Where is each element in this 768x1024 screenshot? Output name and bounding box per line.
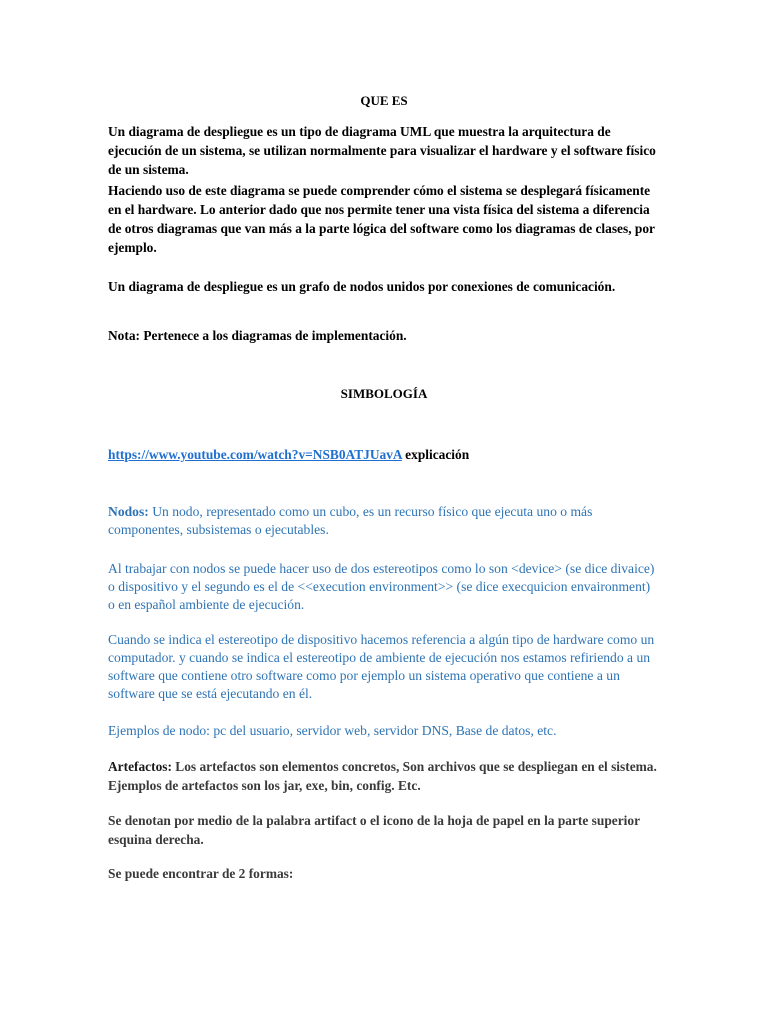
heading-simbologia: SIMBOLOGÍA xyxy=(340,386,428,401)
artefactos-text: Los artefactos son elementos concretos, Son archivos que se despliegan en el sistema. Ejemplos de artefactos son los jar, exe, bin, config. Etc. xyxy=(108,759,657,793)
paragraph-definition: Un diagrama de despliegue es un tipo de diagrama UML que muestra la arquitectura de ejecución de un sistema, se utilizan normalmente para visualizar el hardware y el software físico de un sistema. xyxy=(108,124,656,177)
youtube-link[interactable]: https://www.youtube.com/watch?v=NSB0ATJUavA xyxy=(108,447,402,462)
link-suffix: explicación xyxy=(401,447,470,462)
paragraph-graph: Un diagrama de despliegue es un grafo de nodos unidos por conexiones de comunicación. xyxy=(108,279,616,294)
paragraph-usage: Haciendo uso de este diagrama se puede comprender cómo el sistema se desplegará físicamente en el hardware. Lo anterior dado que nos permite tener una vista física del sistema a diferencia de otros diagramas que van más a la parte lógica del software como los diagramas de clases, por ejemplo. xyxy=(108,183,655,255)
paragraph-dispositivo: Cuando se indica el estereotipo de dispositivo hacemos referencia a algún tipo de hardware como un computador. y cuando se indica el estereotipo de ambiente de ejecución nos estamos refiriendo a un software que contiene otro software como por ejemplo un sistema operativo que contiene a un software que se está ejecutando en él. xyxy=(108,632,655,701)
paragraph-nodos xyxy=(108,503,660,539)
paragraph-estereotipos: Al trabajar con nodos se puede hacer uso de dos estereotipos como lo son <device> (se dice divaice) o dispositivo y el segundo es el de <<execution environment>> (se dice execquicion envaironment) o en español ambiente de ejecución. xyxy=(108,561,655,612)
paragraph-note: Nota: Pertenece a los diagramas de implementación. xyxy=(108,328,407,343)
nodos-text: Un nodo, representado como un cubo, es un recurso físico que ejecuta uno o más componentes, subsistemas o ejecutables. xyxy=(108,504,593,537)
paragraph-artifact-notation: Se denotan por medio de la palabra artifact o el icono de la hoja de papel en la parte superior esquina derecha. xyxy=(108,813,640,847)
heading-que-es: QUE ES xyxy=(360,93,408,108)
link-line xyxy=(108,445,660,464)
paragraph-ejemplos-nodo: Ejemplos de nodo: pc del usuario, servidor web, servidor DNS, Base de datos, etc. xyxy=(108,723,557,738)
artefactos-lead: Artefactos: xyxy=(108,759,172,774)
paragraph-artefactos xyxy=(108,757,660,795)
paragraph-dos-formas: Se puede encontrar de 2 formas: xyxy=(108,866,294,881)
nodos-lead: Nodos: xyxy=(108,504,149,519)
